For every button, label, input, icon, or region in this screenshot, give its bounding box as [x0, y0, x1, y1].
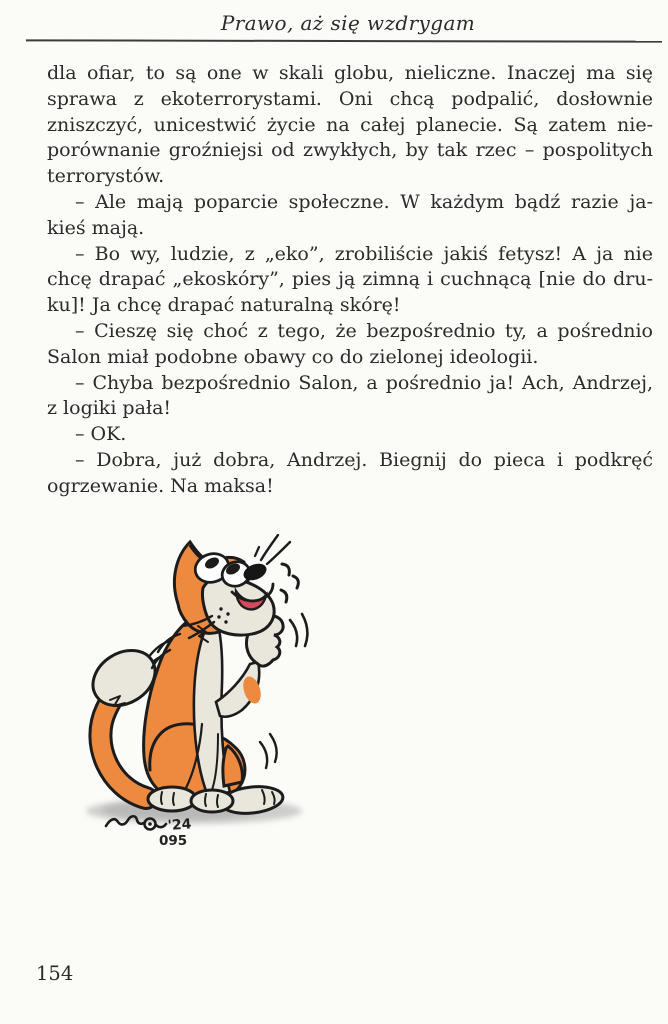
cat-front-paws — [148, 787, 233, 812]
text-line: – Ale mają poparcie społeczne. W każdym bądź razie ja- — [75, 190, 653, 213]
signature-year: '24 — [167, 816, 193, 834]
text-line: dla ofiar, to są one w skali globu, nieliczne. Inaczej ma się — [47, 62, 653, 84]
text-line: – Cieszę się choć z tego, że bezpośrednio ty, a pośrednio — [75, 319, 653, 342]
body-text — [47, 61, 653, 500]
running-header: Prawo, aż się wzdrygam — [220, 11, 476, 35]
text-line: ku]! Ja chcę drapać naturalną skórę! — [47, 294, 401, 317]
text-line: zniszczyć, unicestwić życie na całej planecie. Są zatem nie- — [47, 113, 653, 136]
paragraph — [47, 190, 653, 242]
text-line: – OK. — [75, 423, 127, 446]
text-line: – Chyba bezpośrednio Salon, a pośrednio ja! Ach, Andrzej, — [75, 371, 653, 394]
paragraph — [47, 319, 653, 371]
text-line: – Dobra, już dobra, Andrzej. Biegnij do pieca i podkręć — [75, 448, 653, 471]
page-number: 154 — [36, 962, 74, 985]
text-line: z logiki pała! — [47, 397, 172, 420]
signature-number: 095 — [159, 833, 188, 849]
paragraph — [47, 371, 653, 423]
paragraph — [47, 242, 653, 319]
paragraph — [47, 61, 653, 190]
text-line: kieś mają. — [47, 216, 145, 239]
text-line: ogrzewanie. Na maksa! — [47, 474, 274, 497]
text-line: porównanie groźniejsi od zwykłych, by tak rzec – pospolitych — [47, 139, 653, 162]
paragraph — [47, 448, 653, 500]
text-line: – Bo wy, ludzie, z „eko”, zrobiliście jakiś fetysz! A ja nie — [75, 242, 653, 265]
text-line: Salon miał podobne obawy co do zielonej ideologii. — [47, 345, 539, 368]
text-line: sprawa z ekoterrorystami. Oni chcą podpalić, dosłownie — [47, 87, 653, 110]
text-line: terrorystów. — [47, 165, 165, 188]
cat-illustration — [62, 534, 318, 860]
header-rule — [26, 39, 662, 43]
text-line: chcę drapać „ekoskóry”, pies ją zimną i cuchnącą [nie do dru- — [47, 268, 653, 291]
paragraph — [47, 422, 653, 448]
